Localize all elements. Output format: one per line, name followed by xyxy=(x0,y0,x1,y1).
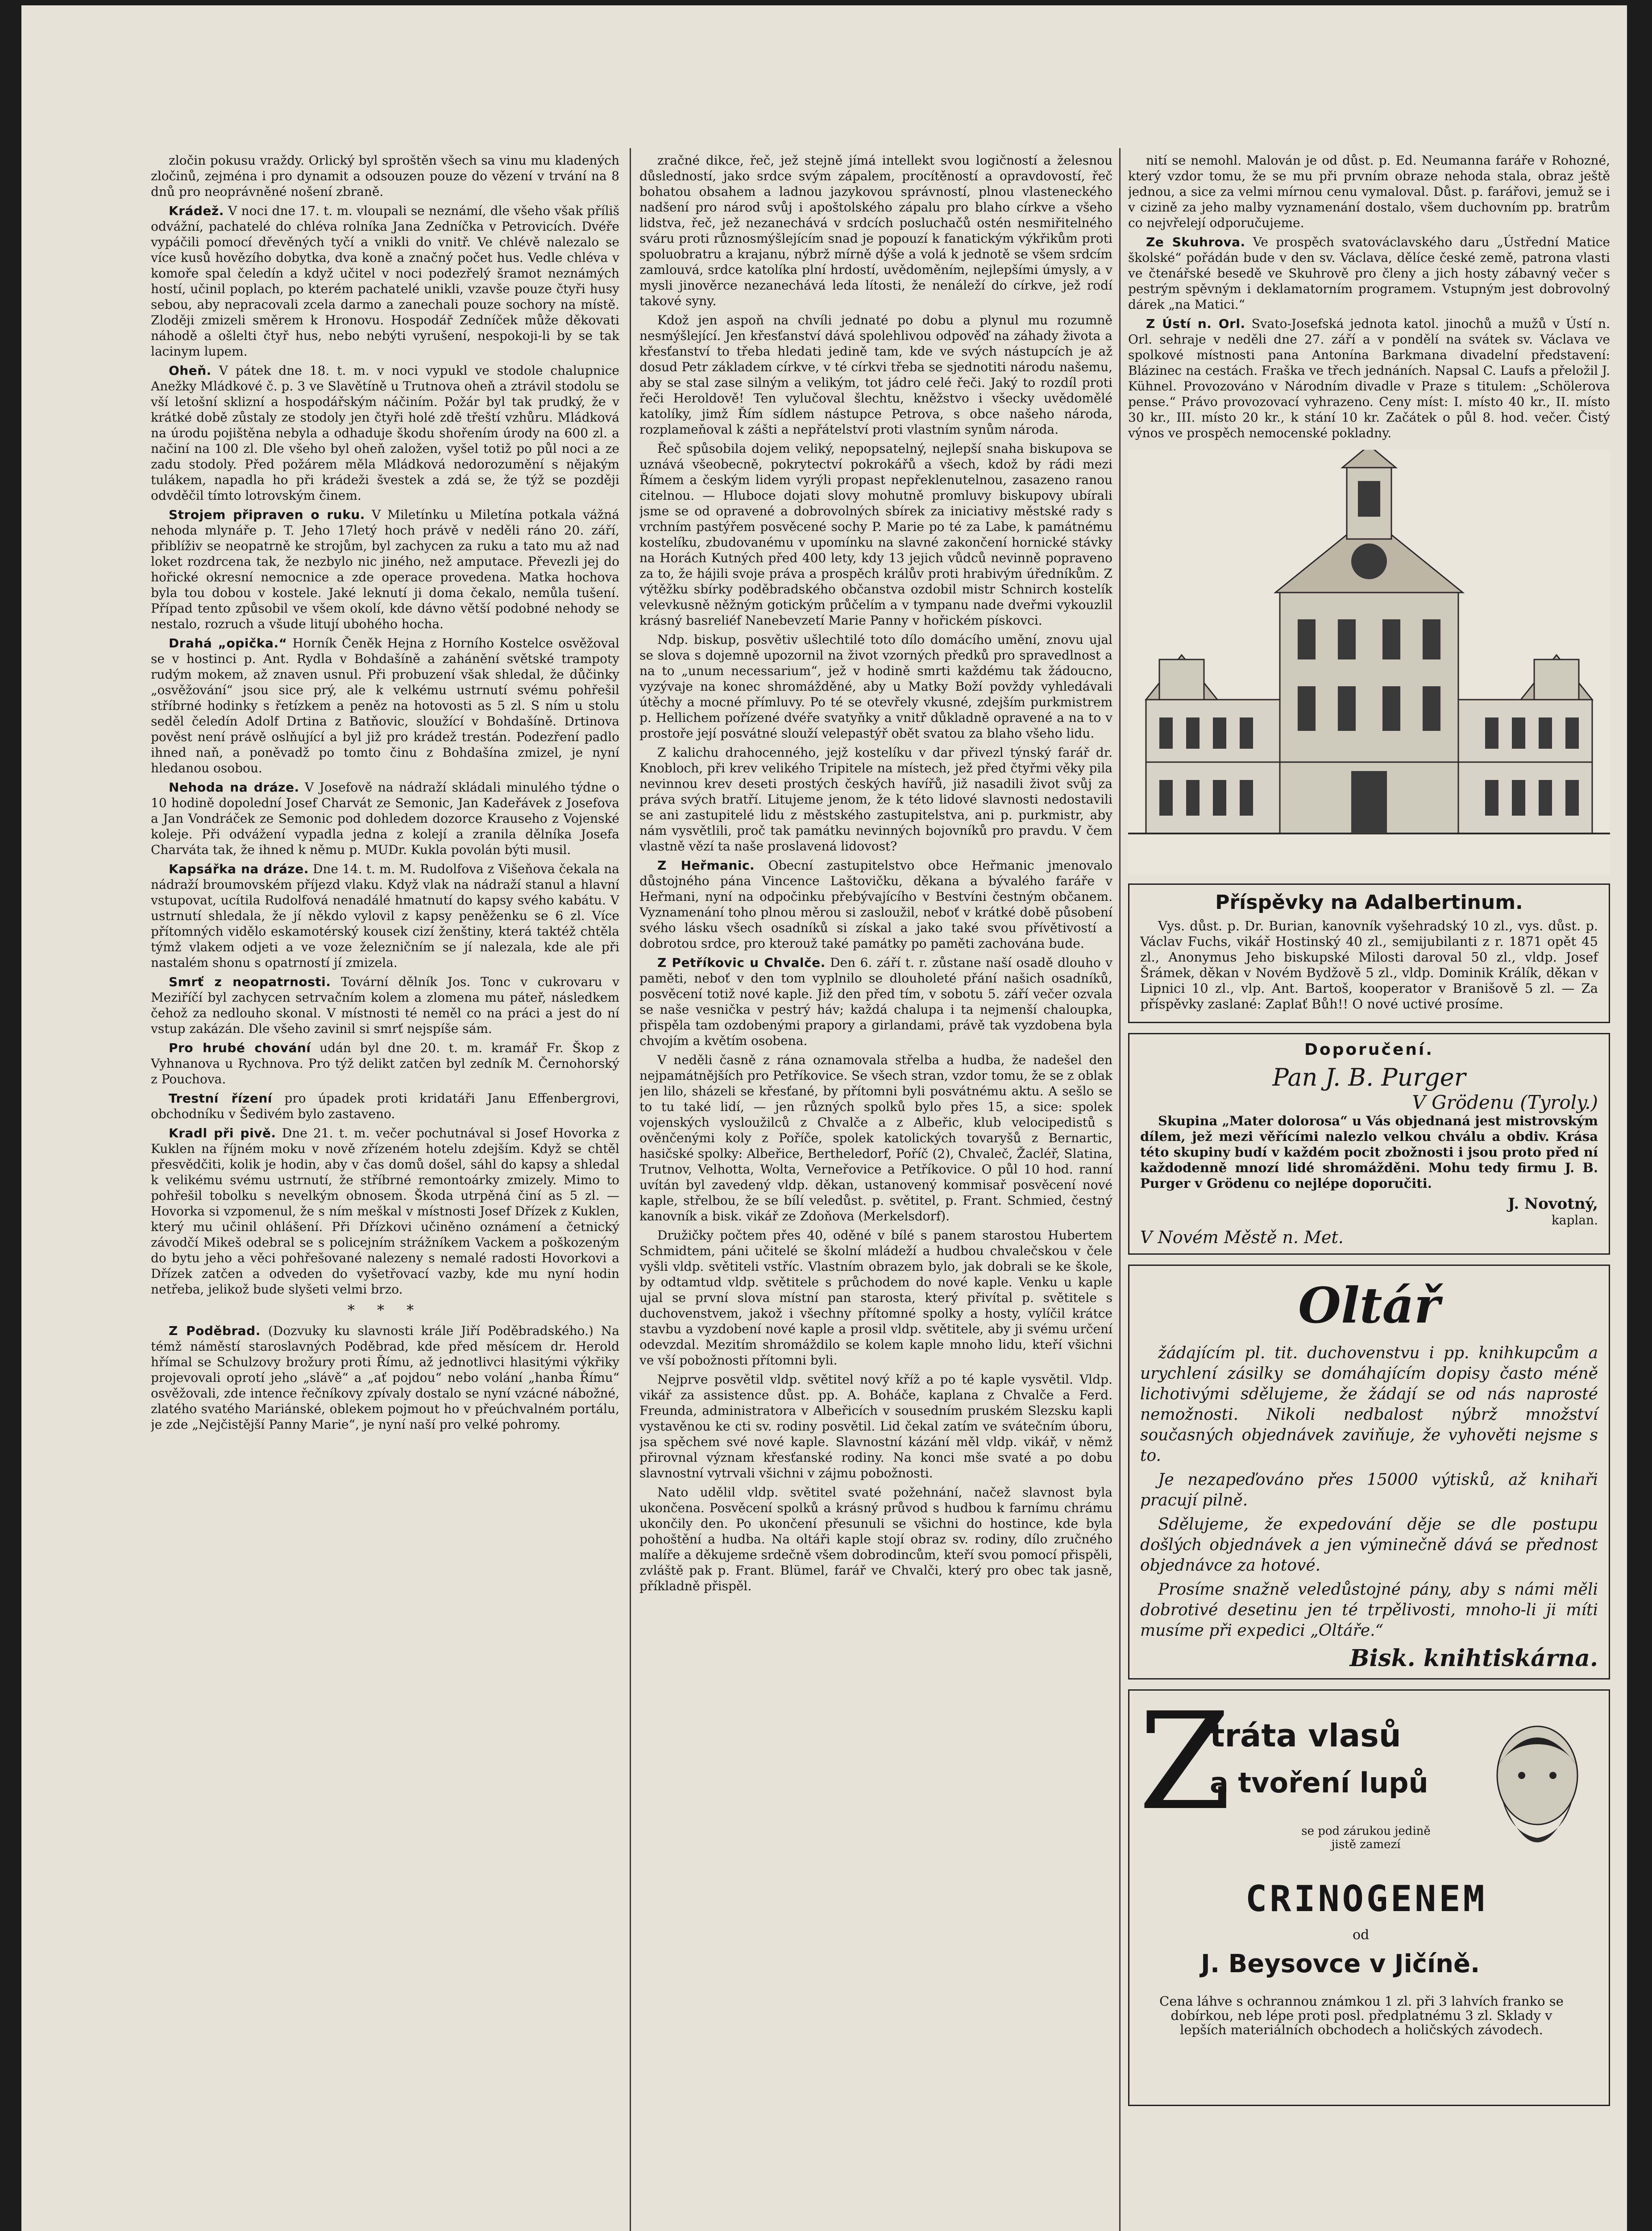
oltar-signature: Bisk. knihtiskárna. xyxy=(1349,1645,1598,1672)
news-text: Den 6. září t. r. zůstane naší osadě dlouho v paměti, neboť v den tom vyplnilo se dlouholeté přání našich osadníků, posvěcení totiž nové kaple. Již den před tím, v sobotu 5. září večer ozvala se naše vesnička v pestrý háv; každá chalupa i ta nejmenší chaloupka, přispěla tam ozdobenými prapory a girlandami, právě tak vyzdobena byla chvojím a květím osobena. xyxy=(639,955,1112,1048)
news-text: pro úpadek proti kridatáři Janu Effenbergrovi, obchodníku v Šedivém bylo zastaveno. xyxy=(151,1091,619,1121)
news-heading: Z Ústí n. Orl. xyxy=(1146,316,1245,331)
column-rule-left xyxy=(630,148,631,2231)
ad-big-letter: Z xyxy=(1138,1684,1232,1840)
recommendation-ad xyxy=(1128,1033,1610,1255)
news-text: Tovární dělník Jos. Tonc v cukrovaru v Meziříčí byl zachycen setrvačním kolem a zlomena mu páteř, následkem čehož za nedlouho skonal. V místnosti té neměl co na práci a jest do ní vstup zakázán. Dle všeho zavinil si smrť nejspíše sám. xyxy=(151,975,619,1036)
news-paragraph xyxy=(151,1125,619,1297)
ad-brand: CRINOGENEM xyxy=(1245,1878,1487,1920)
news-heading: Smrť z neopatrnosti. xyxy=(169,975,331,989)
news-text: Horník Čeněk Hejna z Horního Kostelce osvěžoval se v hostinci p. Ant. Rydla v Bohdašíně a zahánění světské trampoty rudým mokem, až znaven usnul. Při probuzení však shledal, že důčinky „osvěžování“ jsou sice prý, ale k velkému ustrnutí svému pohřešil stříbrné hodinky s řetízkem a peněz na hotovosti as 5 zl. S ním u stolu seděl čeledín Adolf Drtina z Batňovic, sloužící v Bohdašíně. Drtinova pověst není právě oslňující a byl již pro krádež trestán. Podezření padlo ihned naň, a poněvadž po tomto činu z Bohdašína zmizel, je nyní hledanou osobou. xyxy=(151,636,619,775)
ad-line-2: a tvoření lupů xyxy=(1210,1767,1428,1799)
recommendation-signer-title: kaplan. xyxy=(1551,1213,1598,1227)
news-paragraph xyxy=(151,153,619,199)
news-heading: Nehoda na dráze. xyxy=(169,780,299,795)
news-text: (Dozvuky ku slavnosti krále Jiří Poděbradského.) Na témž náměstí staroslavných Poděbrad, kde před měsícem dr. Herold hřímal se Schulzovy brožury proti Římu, až jednotlivci hlasitými výkřiky projevovali oprotí jeho „slávě“ a „ať pojdou“ nebo volání „hanba Římu“ osvěžovali, zde intence řečníkovy zpívaly dostalo se nyní vzácné nábožné, zlatého svatého Mariánské, oblekem pojmout ho v přeúchvalném portálu, je zde „Nejčistější Panny Marie“, je nyní naší pro velké pohromy. xyxy=(151,1323,619,1432)
news-paragraph xyxy=(151,861,619,970)
news-text: Ve prospěch svatováclavského daru „Ústřední Matice školské“ pořádán bude v den sv. Václava, dělíce české země, patrona vlasti ve čtenářské besedě ve Skuhrově pro členy a jich hosty zábavný večer s pestrým spěvným i deklamatorním programem. Vstupným jest dobrovolný dárek „na Matici.“ xyxy=(1128,235,1610,312)
column-middle xyxy=(639,153,1112,2231)
news-paragraph xyxy=(151,1091,619,1122)
news-heading: Oheň. xyxy=(169,363,212,378)
news-paragraph xyxy=(639,1227,1112,1368)
news-paragraph xyxy=(639,632,1112,741)
news-paragraph xyxy=(151,507,619,632)
news-paragraph xyxy=(639,1372,1112,1481)
building-illustration xyxy=(1128,450,1610,874)
news-heading: Drahá „opička.“ xyxy=(169,636,287,651)
oltar-paragraph-2: Je nezapeďováno přes 15000 výtisků, až knihaři pracují pilně. xyxy=(1140,1471,1598,1509)
hair-loss-ad xyxy=(1128,1684,1610,2106)
news-text: zločin pokusu vraždy. Orlický byl sproštěn všech sa vinu mu kladených zločinů, zejména i pro dynamit a odsouzen pouze do vězení v trvání na 8 dnů pro neoprávněné nošení zbraně. xyxy=(151,153,619,199)
news-text: zračné dikce, řeč, jež stejně jímá intellekt svou logičností a želesnou důsledností, jako srdce svým zápalem, procítěností a opravdovostí, řeč bohatou obsahem a ladnou jazykovou správností, plnou vlasteneckého nadšení pro národ svůj i apoštolského zápalu pro blaho církve a všeho lidstva, řeč, jež nezanechává v srdcích posluchačů ostén nesmiřitelného sváru proti různosmýšlejícím snad je popouzí k fanatickým výkřikům proti spoluobratru a krajanu, nýbrž mírně dýše a volá k jednotě se všem srdcím zamlouvá, srdce katolíka plní hrdostí, uvědoměním, nejlepšími úmysly, a v mysli jinověrce nezanechává leda lítosti, že nenáleží do církve, jež rodí takové syny. xyxy=(639,153,1112,308)
news-paragraph xyxy=(151,635,619,776)
column-right xyxy=(1128,153,1610,2231)
news-text: Z kalichu drahocenného, jejž kostelíku v dar přivezl týnský farář dr. Knobloch, při krev velikého Tripitele na místech, jež před čtyřmi věky pila nevinnou krev deseti prostých českých havířů, již nasadili život svůj za práva svých bratří. Litujeme jenom, že k této lidové slavnosti nedostavili se ani zastupitelé lidu z městského zastupitelstva, ani p. purkmistr, aby nám vysvětlili, proč tak památku nevinných bojovníků pro pravdu. V čem vlastně vězí ta naše proslavená lidovost? xyxy=(639,745,1112,854)
recommendation-text: Skupina „Mater dolorosa“ u Vás objednaná jest mistrovským dílem, jež mezi věřícími nalezlo velkou chválu a obdiv. Krása této skupiny budí v každém pocit zbožnosti i jsou proto před ní každodenně mnozí lidé shromážděni. Mohu tedy firmu J. B. Purger v Grödenu co nejlépe doporučiti. xyxy=(1140,1113,1598,1191)
news-paragraph xyxy=(151,1323,619,1432)
news-heading: Z Petříkovic u Chvalče. xyxy=(657,955,826,970)
recommendation-name: Pan J. B. Purger xyxy=(1272,1063,1466,1091)
oltar-paragraph-4: Prosíme snažně veledůstojné pány, aby s námi měli dobrotivé desetinu jen té trpělivosti, mnoho-li ji míti musíme při expedici „Oltáře.“ xyxy=(1140,1580,1598,1640)
news-text: udán byl dne 20. t. m. kramář Fr. Škop z Vyhnanova u Rychnova. Pro týž delikt zatčen byl zedník M. Černohorský z Pouchova. xyxy=(151,1041,619,1086)
news-text: nití se nemohl. Malován je od důst. p. Ed. Neumanna faráře v Rohozné, který vzdor tomu, že se mu při prvním obraze nehoda stala, obraz ještě jednou, a sice za velmi mírnou cenu vymaloval. Důst. p. farářovi, jemuž se i v cizině za jeho malby vyznamenání dostalo, všem duchovním pp. bratrům co nejvřelejí odporučujeme. xyxy=(1128,153,1610,230)
news-heading: Pro hrubé chování xyxy=(169,1041,311,1055)
ad-company: J. Beysovce v Jičíně. xyxy=(1201,1949,1480,1978)
adalbertinum-text: Vys. důst. p. Dr. Burian, kanovník vyšehradský 10 zl., vys. důst. p. Václav Fuchs, vikář Hostinský 40 zl., semijubilanti z r. 1871 opět 45 zl., Anonymus Jeho biskupské Milosti daroval 50 zl., vldp. Josef Šrámek, děkan v Novém Bydžově 5 zl., vldp. Dominik Králík, děkan v Lipnici 10 zl., vlp. Ant. Bartoš, kooperator v Branišově 5 zl. — Za příspěvky zaslané: Zaplať Bůh!! O nové uctivé prosíme. xyxy=(1140,918,1598,1012)
news-paragraph xyxy=(639,858,1112,951)
news-text: Dne 21. t. m. večer pochutnával si Josef Hovorka z Kuklen na říjném moku v nově zřízeném hotelu zdejším. Když se chtěl přesvědčiti, kolik je hodin, aby v čas domů došel, sáhl do kapsy a shledal k velikému svému ustrnutí, že stříbrné remontoárky zmizely. Mimo to pohřešil tobolku s nevelkým obnosem. Škoda utrpěná činí as 5 zl. — Hovorka si vzpomenul, že s ním meškal v místnosti Josef Dřízek z Kuklen, který mu učinil ohlášení. Při Dřízkovi učiněno oznámení a četnický závodčí Mikeš odebral se s policejním strážníkem Vackem a poškozeným do bytu jeho a věci pohřešované nalezeny s nemalé radosti Hovorkovi a Dřízek zatčen a odveden do vyšetřovací vazby, kde mu nyní hodin netřeba, jelikož bude slyšeti velmi brzo. xyxy=(151,1126,619,1297)
news-paragraph xyxy=(151,974,619,1037)
news-text: Svato-Josefská jednota katol. jinochů a mužů v Ústí n. Orl. sehraje v neděli dne 27. září a v pondělí na svátek sv. Václava ve spolkové místnosti pana Antonína Barkmana divadelní představení: Blázinec na cestách. Fraška ve třech jednáních. Napsal C. Laufs a přeložil J. Kühnel. Provozováno v Národním divadle v Praze s titulem: „Schölerova pense.“ Právo provozovací vyhrazeno. Ceny míst: I. místo 40 kr., II. místo 30 kr., III. místo 20 kr., k stání 10 kr. Začátek o půl 8. hod. večer. Čistý výnos ve prospěch nemocenské pokladny. xyxy=(1128,316,1610,440)
news-paragraph xyxy=(1128,234,1610,312)
news-text: Dne 14. t. m. M. Rudolfova z Višeňova čekala na nádraží broumovském příjezd vlaku. Když vlak na nádraží stanul a hlavní vstupovat, ucítila Rudolfová nenadálé hmatnutí do kapsy svého kabátu. V ustrnutí shledala, že jí někdo vylovil z kapsy peněženku se 6 zl. Více přítomných vidělo eskamotérský kousek cizí ženštiny, která taktéž chtěla týmž vlakem odjeti a ve voze železničním se jí nalezala, kde ale při nastalém shonu s opatrností jí zmizela. xyxy=(151,862,619,970)
recommendation-title: Doporučení. xyxy=(1304,1041,1434,1059)
oltar-title: Oltář xyxy=(1298,1277,1440,1334)
adalbertinum-contributions xyxy=(1128,883,1610,1023)
recommendation-place: V Grödenu (Tyroly.) xyxy=(1412,1091,1598,1113)
ad-od: od xyxy=(1353,1927,1370,1943)
news-text: Družičky počtem přes 40, oděné v bílé s panem starostou Hubertem Schmidtem, páni učitelé se školní mládeží a hudbou chvalečskou v čele vyšli vldp. světiteli vstříc. Vlastním obrazem bylo, jak dobrali se ke škole, by odtamtud vldp. světitele s průchodem do nové kaple. Venku u kaple ujal se první slova místní pan starosta, který přivítal p. světitele s duchovenstvem, jakož i všechny přítomné spolky a hosty, vylíčil krátce stavbu a vyzdobení nové kaple a prosil vldp. světitele, aby ji svému určení odevzdal. Mezitím shromáždilo se kolem kaple mnoho lidu, kteří všichni ve vší pobožnosti přítomni byli. xyxy=(639,1228,1112,1368)
news-paragraph xyxy=(639,441,1112,628)
adalbertinum-title: Příspěvky na Adalbertinum. xyxy=(1215,891,1523,914)
news-paragraph xyxy=(1128,316,1610,441)
news-text: Nato udělil vldp. světitel svaté požehnání, načež slavnost byla ukončena. Posvěcení spolků a krásný průvod s hudbou k farnímu chrámu ukončily den. Po ukončení přesunuli se všichni do hostince, kde byla pohoštění a hudba. Na oltáři kaple stojí obraz sv. rodiny, dílo zručného malíře a děkujeme srdečně všem dobrodincům, kteří svou pomocí přispěli, zvláště pak p. Frant. Blümel, farář ve Chvalči, který pro obec tak jasně, příkladně přispěl. xyxy=(639,1485,1112,1593)
news-paragraph xyxy=(639,1052,1112,1224)
news-paragraph xyxy=(639,745,1112,854)
ad-line-3: se pod zárukou jedině jistě zamezí xyxy=(1301,1825,1431,1851)
news-paragraph xyxy=(151,203,619,359)
news-text: V neděli časně z rána oznamovala střelba a hudba, že nadešel den nejpamátnějších pro Petříkovice. Se všech stran, vzdor tomu, že se z oblak jen lilo, sházeli se křesťané, by přítomni byli posvátnému aktu. A sešlo se to tu také lidí, — jen různých spolků bylo přes 15, a sice: spolek vojenských vysloužilců z Chvalče a z Albeřic, klub velocipedistů s ověnčenými koly z Poříče, spolek katolických tovaryšů z Bernartic, hasičské spolky: Albeřice, Bertheledorf, Poříč (2), Chvaleč, Žacléř, Slatina, Trutnov, Velhotta, Wolta, Verneřovice a Petříkovice. O půl 10 hod. ranní uvítán byl zavedený vldp. děkan, ustanovený kommisař posvěcení nové kaple, střelbou, že se bílí veledůst. p. světitel, p. Frant. Schmied, čestný kanovník a bisk. vikář ze Zdoňova (Merkelsdorf). xyxy=(639,1053,1112,1223)
news-paragraph xyxy=(639,153,1112,309)
adalbertinum-building-drawing xyxy=(1128,450,1610,874)
column-left xyxy=(151,153,619,2231)
recommendation-city: V Novém Městě n. Met. xyxy=(1140,1227,1344,1247)
news-text: Ndp. biskup, posvětiv ušlechtilé toto dílo domácího umění, znovu ujal se slova s dojemně upozornil na život vzorných předků pro spravedlnost a na to „unum necessarium“, jež v hodině smrti každému tak žádoucno, vyzývaje na konec shromážděné, aby u Matky Boží povždy vyhledávali útěchy a mocné přímluvy. Po té se otevřely vkusné, zdejším purkmistrem p. Hellichem pořízené dvéře svatyňky a vnitř důkladně opravené a na to v prostoře její posvátné slouží velepastýř obět svatou za blaho všeho lidu. xyxy=(639,632,1112,741)
column-right-news xyxy=(1128,153,1610,441)
news-paragraph xyxy=(1128,153,1610,231)
news-heading: Z Poděbrad. xyxy=(169,1323,261,1338)
oltar-notice xyxy=(1128,1265,1610,1679)
news-heading: Kradl při pivě. xyxy=(169,1126,276,1140)
oltar-paragraph-1: žádajícím pl. tit. duchovenstvu i pp. knihkupcům a urychlení zásilky se domáhajícím dopisy často méně lichotivými sdělujeme, že žádají se od nás naprosté nemožnosti. Nikoli nedbalost nýbrž množství současných objednávek zaviňuje, že vyhověti nejsme s to. xyxy=(1140,1344,1598,1465)
ad-line-1: tráta vlasů xyxy=(1210,1717,1401,1754)
column-rule-right xyxy=(1119,148,1121,2231)
news-heading: Trestní řízení xyxy=(169,1091,272,1106)
oltar-paragraph-3: Sdělujeme, že expedování děje se dle postupu došlých objednávek a jen výminečně dává se přednost objednávce za hotové. xyxy=(1140,1515,1598,1575)
news-text: Řeč spůsobila dojem veliký, nepopsatelný, nejlepší snaha biskupova se uznává všeobecně, pokrytectví pokrokářů a všech, kdož by rádi mezi Římem a českým lidem vyrýli propast nepřeklenutelnou, zasazeno ranou citelnou. — Hluboce dojati slovy mohutně promluvy biskupovy ubírali jsme se od opravené a dobrovolných sbírek za iniciativy městské rady s vrchním pastýřem posvěcené sochy P. Marie po té za Labe, k památnému kostelíku, zbudovanému v upomínku na slavné zakončení hornické stávky na Horách Kutných před 400 lety, kdy 13 jejich vůdců nevinně popraveno za to, že hájili svoje práva a prospěch králův proti hrabivým úředníkům. Z výtěžku sbírky poděbradského občanstva ozdobil mistr Schnirch kostelík velevkusně něžným gotickým průčelím a v tympanu nade dveřmi vykouzlil krásný basreliéf Nanebevzetí Marie Panny v hořickém pískovci. xyxy=(639,441,1112,628)
news-text: V pátek dne 18. t. m. v noci vypukl ve stodole chalupnice Anežky Mládkové č. p. 3 ve Slavětíně u Trutnova oheň a ztrávil stodolu se vší letošní sklizní a hospodářským náčiním. Požár byl tak prudký, že v krátké době zůstaly ze stodoly jen čtyři holé zdě třeští vzhůru. Mládková na úrodu pojištěna nebyla a odhaduje škodu shořením úrody na 600 zl. a načiní na 100 zl. Dle všeho byl oheň založen, vyšel totiž po půl noci a ze zadu stodoly. Před požárem měla Mládková nedorozumění s nějakým tulákem, napadla ho při krádeži švestek a zdá se, že týž se později odvděčil tímto lotrovským činem. xyxy=(151,363,619,503)
news-paragraph xyxy=(639,312,1112,437)
news-heading: Strojem připraven o ruku. xyxy=(169,507,365,522)
newspaper-page xyxy=(21,5,1627,2231)
news-paragraph xyxy=(639,1485,1112,1594)
recommendation-signer: J. Novotný, xyxy=(1507,1195,1598,1213)
news-text: Obecní zastupitelstvo obce Heřmanic jmenovalo důstojného pána Vincence Laštovičku, děkana a bývalého faráře v Heřmani, nyní na odpočinku přebývajícího v Bestvíni čestným občanem. Vyznamenání toho plnou měrou si zasloužil, neboť v krátké době působení svého lásku všech osadníků si získal a jako také svou přívětivostí a dobrotou srdce, pro kterouž také památky po paměti zachována bude. xyxy=(639,858,1112,951)
news-heading: Kapsářka na dráze. xyxy=(169,862,309,876)
news-heading: Z Heřmanic. xyxy=(657,858,755,873)
news-paragraph xyxy=(151,363,619,503)
news-paragraph xyxy=(639,955,1112,1049)
news-heading: Krádež. xyxy=(169,203,224,218)
news-paragraph xyxy=(151,1040,619,1087)
news-paragraph xyxy=(151,780,619,858)
ad-footer: Cena láhve s ochrannou známkou 1 zl. při 3 lahvích franko se dobírkou, neb lépe proti posl. předplatnému 3 zl. Sklady v lepších materiálních obchodech a holičských závodech. xyxy=(1159,1994,1564,2037)
section-separator: * * * xyxy=(347,1302,423,1319)
news-text: Nejprve posvětil vldp. světitel nový kříž a po té kaple vysvětil. Vldp. vikář za assistence důst. pp. A. Boháče, kaplana z Chvalče a Ferd. Freunda, administratora v Albeřicích v sousedním pruském Slezsku kapli vystavěnou ke cti sv. rodiny posvětil. Lid čekal zatím ve svátečním úboru, jsa spěchem své nové kaple. Slavnostní kázání měl vldp. vikář, v němž přirovnal význam křesťanské rodiny. Na konci mše svaté a po dobu slavnostní vytrvali všichni v zájmu pobožnosti. xyxy=(639,1372,1112,1480)
news-text: V Josefově na nádraží skládali minulého týdne o 10 hodině dopolední Josef Charvát ze Semonic, Jan Kadeřávek z Josefova a Jan Vondráček ze Semonic pod dohledem dozorce Krauseho z Vojenské koleje. Při odvážení vypadla jedna z kolejí a zranila dělníka Josefa Charváta tak, že ihned k němu p. MUDr. Kukla povolán býti musil. xyxy=(151,780,619,857)
news-text: V noci dne 17. t. m. vloupali se neznámí, dle všeho však příliš odvážní, pachatelé do chléva rolníka Jana Zedníčka v Petrovicích. Dvéře vypáčili pomocí dřevěných tyčí a vnikli do vnitř. Ve chlévě nalezalo se více kusů hovězího dobytka, dva koně a značný počet hus. Vedle chléva v komoře spal čeledín a když učitel v noci podezřelý šramot neznámých hostí, učinil poplach, po kterém pachatelé unikli, vzavše pouze čtyři husy sebou, aby nepracovali zcela darmo a zanechali pouze sochory na místě. Zloději zmizeli směrem k Hronovu. Hospodář Zedníček může děkovati náhodě a ošlelti čtyř hus, nebo nebýti vyrušení, nespokoji-li by se tak lacinym lupem. xyxy=(151,203,619,359)
news-heading: Ze Skuhrova. xyxy=(1146,235,1245,249)
news-text: Kdož jen aspoň na chvíli jednaté po dobu a plynul mu rozumně nesmýšlející. Jen křesťanství dává spolehlivou odpověď na záhady života a křesťanství to třeba hledati jedině tam, kde ve svých nástupcích je až dosud Petr základem církve, v té církvi třeba se sjednotiti národu našemu, aby se stal zase silným a velikým, tot jádro celé řeči. Jaký to rozdíl proti řeči Heroldově! Ten vylučoval šlechtu, kněžstvo i všecky uvědomělé katolíky, jimž Řím sídlem nástupce Petrova, s obce našeho národa, rozplameňoval k zášti a nepřátelství proti vlastním synům národa. xyxy=(639,313,1112,437)
bearded-man-portrait xyxy=(1475,1717,1600,1887)
news-text: V Miletínku u Miletína potkala vážná nehoda mlynáře p. T. Jeho 17letý hoch právě v neděli ráno 20. září, přiblíživ se neopatrně ke strojům, byl zachycen za ruku a tato mu až nad loket rozdrcena tak, že nezbylo nic jiného, než amputace. Převezli jej do hořické okresní nemocnice a zde operace provedena. Matka hochova byla tou dobou v kostele. Jaké leknutí ji doma čekalo, nemůla tušení. Případ tento způsobil ve všem okolí, kde dávno větší podobné nehody se nestalo, rozruch a všude litují ubohého hocha. xyxy=(151,507,619,631)
